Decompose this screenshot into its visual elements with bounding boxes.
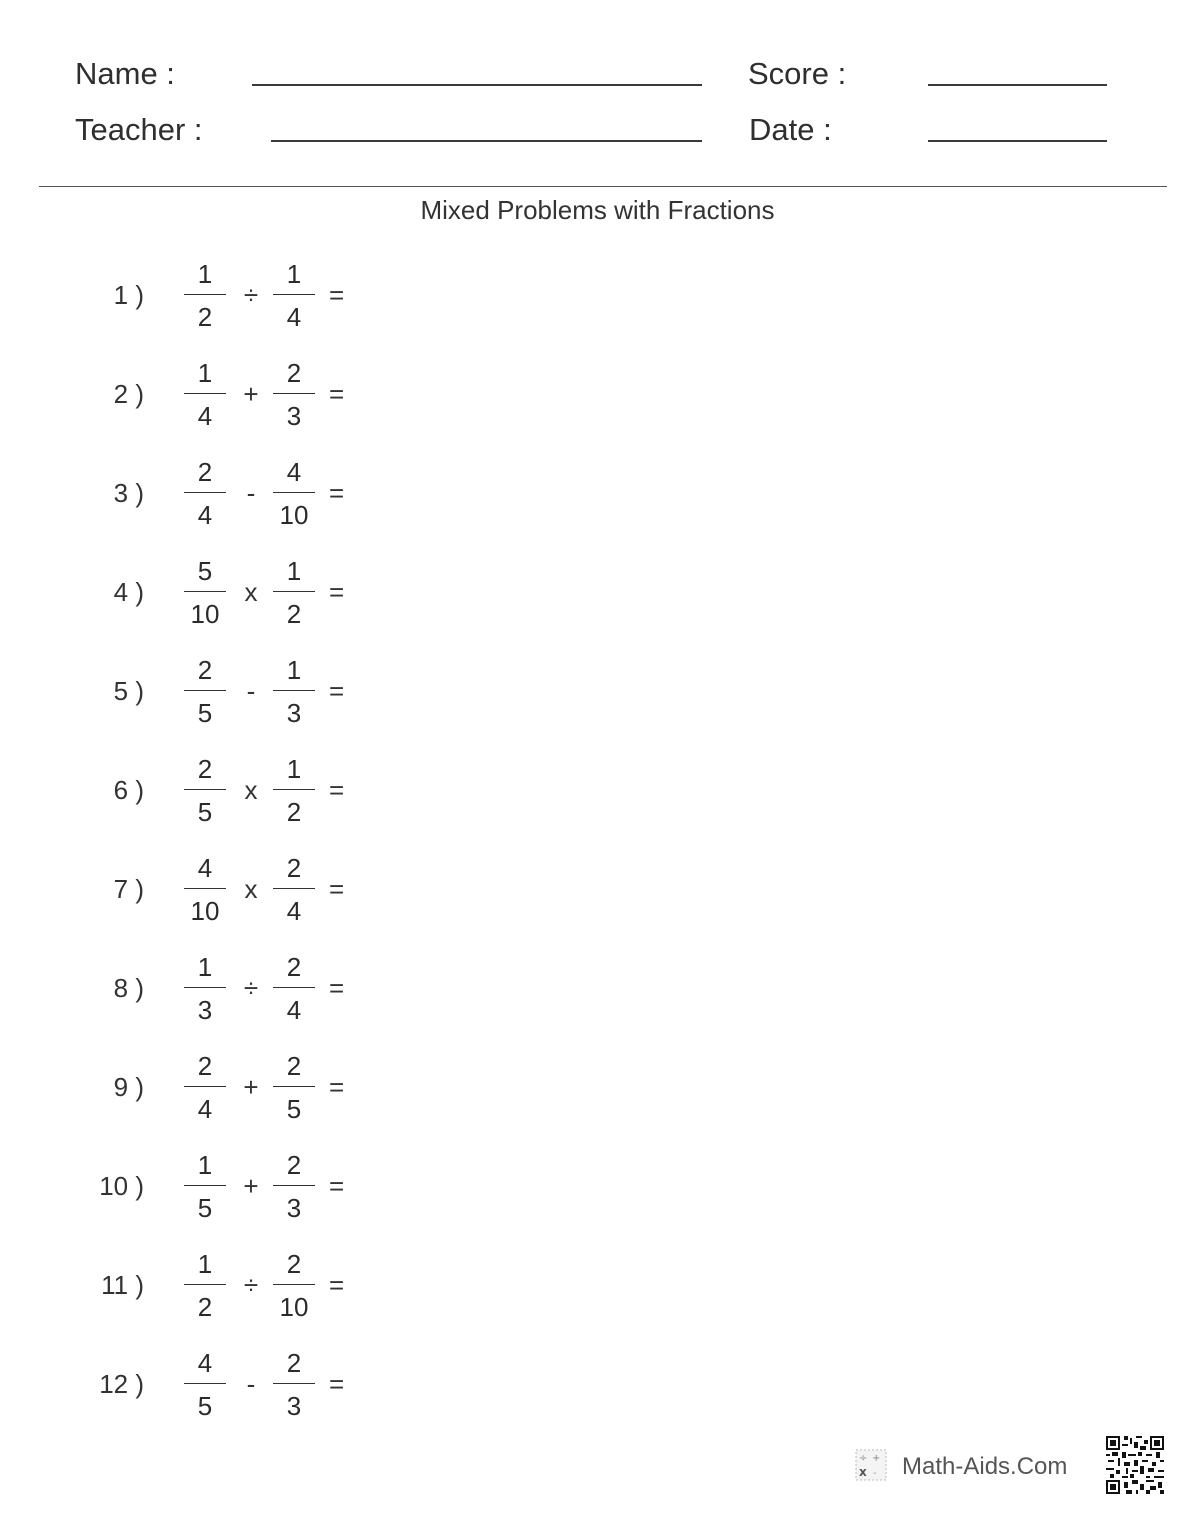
svg-text:+: + bbox=[872, 1453, 881, 1464]
fraction-bar bbox=[184, 294, 226, 295]
operator: x bbox=[244, 775, 258, 805]
teacher-field[interactable] bbox=[271, 140, 702, 142]
denominator: 2 bbox=[286, 599, 302, 629]
teacher-label: Teacher : bbox=[75, 112, 203, 147]
fraction-b bbox=[273, 951, 315, 1026]
problem-number: 3 ) bbox=[113, 478, 144, 508]
equals-sign: = bbox=[329, 1072, 345, 1102]
equals-sign: = bbox=[329, 973, 345, 1003]
numerator: 4 bbox=[286, 457, 302, 487]
fraction-bar bbox=[184, 393, 226, 394]
fraction-bar bbox=[184, 1086, 226, 1087]
fraction-bar bbox=[273, 1284, 315, 1285]
problem-number: 9 ) bbox=[113, 1072, 144, 1102]
fraction-a bbox=[184, 654, 226, 729]
problem-item bbox=[0, 852, 420, 924]
numerator: 1 bbox=[197, 358, 213, 388]
operator: + bbox=[243, 1072, 259, 1102]
fraction-b bbox=[273, 1050, 315, 1125]
denominator: 4 bbox=[286, 302, 302, 332]
page-title: Mixed Problems with Fractions bbox=[420, 195, 775, 225]
denominator: 4 bbox=[197, 500, 213, 530]
name-field[interactable] bbox=[252, 84, 702, 86]
fraction-bar bbox=[184, 987, 226, 988]
numerator: 1 bbox=[197, 1249, 213, 1279]
fraction-a bbox=[184, 1050, 226, 1125]
numerator: 1 bbox=[197, 952, 213, 982]
fraction-a bbox=[184, 1248, 226, 1323]
denominator: 10 bbox=[190, 599, 220, 629]
fraction-a bbox=[184, 1347, 226, 1422]
score-label: Score : bbox=[748, 56, 847, 91]
operator: x bbox=[244, 874, 258, 904]
fraction-b bbox=[273, 258, 315, 333]
denominator: 2 bbox=[197, 302, 213, 332]
fraction-bar bbox=[273, 888, 315, 889]
fraction-b bbox=[273, 654, 315, 729]
score-field[interactable] bbox=[928, 84, 1107, 86]
numerator: 1 bbox=[286, 556, 302, 586]
equals-sign: = bbox=[329, 874, 345, 904]
numerator: 1 bbox=[286, 754, 302, 784]
numerator: 2 bbox=[286, 853, 302, 883]
math-aids-logo-icon bbox=[855, 1449, 887, 1481]
numerator: 2 bbox=[197, 754, 213, 784]
problem-item bbox=[0, 357, 420, 429]
problem-number: 8 ) bbox=[113, 973, 144, 1003]
problem-item bbox=[0, 1347, 420, 1419]
denominator: 10 bbox=[279, 1292, 309, 1322]
denominator: 3 bbox=[286, 698, 302, 728]
denominator: 10 bbox=[279, 500, 309, 530]
date-label: Date : bbox=[749, 112, 832, 147]
denominator: 4 bbox=[197, 1094, 213, 1124]
problem-item bbox=[0, 951, 420, 1023]
denominator: 5 bbox=[197, 1193, 213, 1223]
operator: - bbox=[246, 676, 256, 706]
operator: x bbox=[244, 577, 258, 607]
numerator: 4 bbox=[197, 1348, 213, 1378]
site-name: Math-Aids.Com bbox=[902, 1453, 1068, 1480]
equals-sign: = bbox=[329, 280, 345, 310]
operator: + bbox=[243, 379, 259, 409]
fraction-a bbox=[184, 258, 226, 333]
equals-sign: = bbox=[329, 775, 345, 805]
fraction-b bbox=[273, 753, 315, 828]
fraction-a bbox=[184, 1149, 226, 1224]
fraction-bar bbox=[184, 1185, 226, 1186]
denominator: 10 bbox=[190, 896, 220, 926]
fraction-bar bbox=[273, 492, 315, 493]
fraction-bar bbox=[273, 1185, 315, 1186]
fraction-bar bbox=[273, 393, 315, 394]
problem-item bbox=[0, 1248, 420, 1320]
fraction-b bbox=[273, 1248, 315, 1323]
numerator: 2 bbox=[286, 1051, 302, 1081]
denominator: 2 bbox=[197, 1292, 213, 1322]
svg-text:÷: ÷ bbox=[859, 1453, 868, 1464]
fraction-bar bbox=[184, 1284, 226, 1285]
problem-number: 2 ) bbox=[113, 379, 144, 409]
equals-sign: = bbox=[329, 478, 345, 508]
svg-text:-: - bbox=[873, 1468, 877, 1479]
fraction-a bbox=[184, 456, 226, 531]
fraction-a bbox=[184, 357, 226, 432]
denominator: 3 bbox=[286, 401, 302, 431]
fraction-bar bbox=[273, 1086, 315, 1087]
numerator: 2 bbox=[286, 1249, 302, 1279]
date-field[interactable] bbox=[928, 140, 1107, 142]
numerator: 2 bbox=[197, 457, 213, 487]
fraction-bar bbox=[184, 492, 226, 493]
numerator: 2 bbox=[197, 1051, 213, 1081]
fraction-bar bbox=[184, 888, 226, 889]
problem-number: 5 ) bbox=[113, 676, 144, 706]
fraction-bar bbox=[184, 690, 226, 691]
denominator: 5 bbox=[197, 1391, 213, 1421]
fraction-bar bbox=[273, 294, 315, 295]
problem-item bbox=[0, 258, 420, 330]
problem-item bbox=[0, 1050, 420, 1122]
denominator: 4 bbox=[197, 401, 213, 431]
denominator: 3 bbox=[197, 995, 213, 1025]
operator: - bbox=[246, 478, 256, 508]
operator: ÷ bbox=[243, 973, 259, 1003]
fraction-bar bbox=[273, 591, 315, 592]
fraction-b bbox=[273, 1149, 315, 1224]
fraction-bar bbox=[273, 987, 315, 988]
numerator: 2 bbox=[286, 952, 302, 982]
problem-number: 10 ) bbox=[99, 1171, 144, 1201]
numerator: 1 bbox=[286, 655, 302, 685]
denominator: 5 bbox=[197, 698, 213, 728]
problem-number: 4 ) bbox=[113, 577, 144, 607]
denominator: 2 bbox=[286, 797, 302, 827]
problem-item bbox=[0, 456, 420, 528]
problem-number: 6 ) bbox=[113, 775, 144, 805]
divider bbox=[39, 186, 1167, 187]
equals-sign: = bbox=[329, 676, 345, 706]
fraction-b bbox=[273, 357, 315, 432]
equals-sign: = bbox=[329, 379, 345, 409]
fraction-b bbox=[273, 555, 315, 630]
problem-item bbox=[0, 654, 420, 726]
numerator: 4 bbox=[197, 853, 213, 883]
fraction-a bbox=[184, 951, 226, 1026]
problem-number: 12 ) bbox=[99, 1369, 144, 1399]
name-label: Name : bbox=[75, 56, 175, 91]
problem-number: 1 ) bbox=[113, 280, 144, 310]
fraction-a bbox=[184, 753, 226, 828]
fraction-bar bbox=[184, 1383, 226, 1384]
fraction-bar bbox=[184, 591, 226, 592]
fraction-a bbox=[184, 555, 226, 630]
denominator: 5 bbox=[286, 1094, 302, 1124]
numerator: 1 bbox=[286, 259, 302, 289]
fraction-bar bbox=[184, 789, 226, 790]
equals-sign: = bbox=[329, 1171, 345, 1201]
numerator: 5 bbox=[197, 556, 213, 586]
denominator: 3 bbox=[286, 1391, 302, 1421]
fraction-b bbox=[273, 1347, 315, 1422]
equals-sign: = bbox=[329, 1270, 345, 1300]
fraction-bar bbox=[273, 1383, 315, 1384]
numerator: 1 bbox=[197, 1150, 213, 1180]
problem-item bbox=[0, 555, 420, 627]
numerator: 1 bbox=[197, 259, 213, 289]
fraction-bar bbox=[273, 789, 315, 790]
problem-number: 7 ) bbox=[113, 874, 144, 904]
operator: ÷ bbox=[243, 280, 259, 310]
numerator: 2 bbox=[286, 1150, 302, 1180]
qr-code-icon bbox=[1106, 1436, 1164, 1494]
problem-item bbox=[0, 753, 420, 825]
problem-number: 11 ) bbox=[101, 1270, 144, 1300]
equals-sign: = bbox=[329, 1369, 345, 1399]
fraction-bar bbox=[273, 690, 315, 691]
numerator: 2 bbox=[286, 358, 302, 388]
numerator: 2 bbox=[286, 1348, 302, 1378]
operator: - bbox=[246, 1369, 256, 1399]
denominator: 5 bbox=[197, 797, 213, 827]
problem-item bbox=[0, 1149, 420, 1221]
denominator: 4 bbox=[286, 995, 302, 1025]
fraction-a bbox=[184, 852, 226, 927]
denominator: 4 bbox=[286, 896, 302, 926]
fraction-b bbox=[273, 456, 315, 531]
svg-text:x: x bbox=[859, 1465, 867, 1479]
denominator: 3 bbox=[286, 1193, 302, 1223]
equals-sign: = bbox=[329, 577, 345, 607]
numerator: 2 bbox=[197, 655, 213, 685]
operator: ÷ bbox=[243, 1270, 259, 1300]
operator: + bbox=[243, 1171, 259, 1201]
fraction-b bbox=[273, 852, 315, 927]
